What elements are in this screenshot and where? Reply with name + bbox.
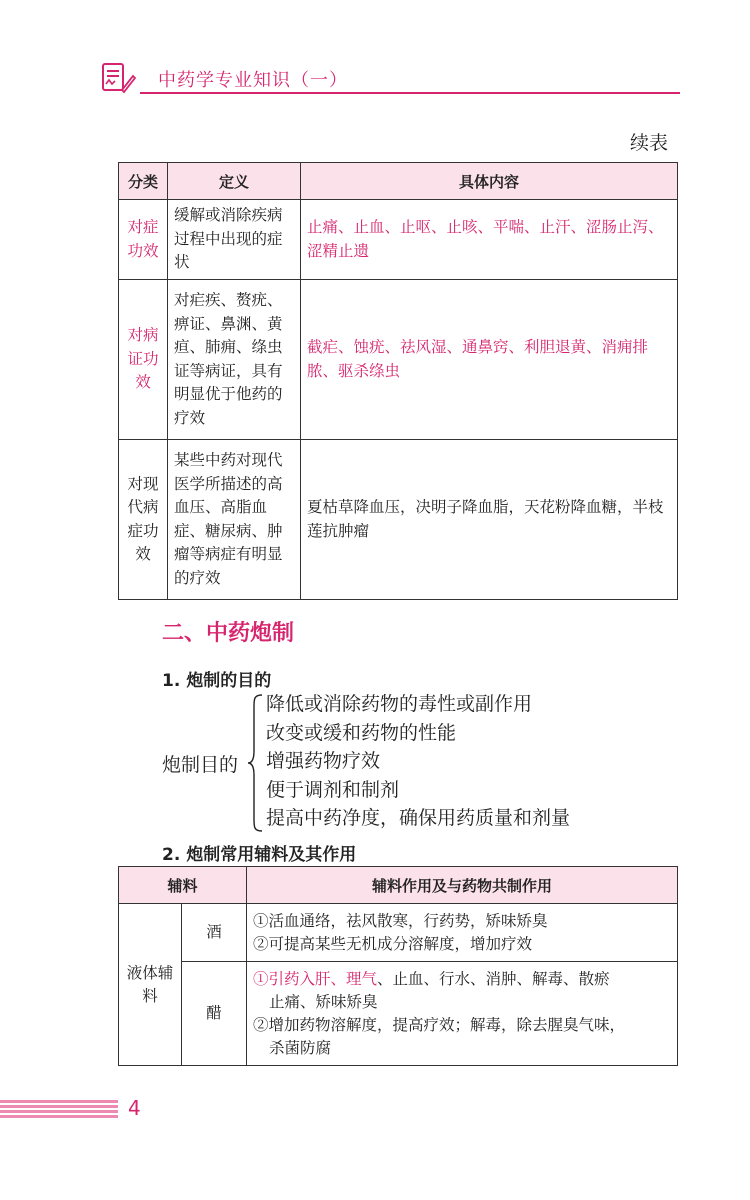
row-definition: 某些中药对现代医学所描述的高血压、高脂血症、糖尿病、肿瘤等病症有明显的疗效: [168, 440, 301, 600]
table-row: [119, 280, 678, 440]
table-row: [119, 962, 678, 1066]
header-title: 中药学专业知识（一）: [158, 70, 348, 91]
header-rule: [140, 92, 680, 94]
row-category: 对现代病症功效: [119, 440, 168, 600]
subheading-adjuvants: 2. 炮制常用辅料及其作用: [162, 845, 357, 865]
row-definition: 缓解或消除疾病过程中出现的症状: [168, 200, 301, 280]
row-category: 对症功效: [119, 200, 168, 280]
row-definition: 对疟疾、赘疣、痹证、鼻渊、黄疸、肺痈、绦虫证等病证，具有明显优于他药的疗效: [168, 280, 301, 440]
list-item: 增强药物疗效: [266, 750, 381, 772]
brace-icon: [246, 693, 264, 833]
row-content: 夏枯草降血压，决明子降血脂，天花粉降血糖，半枝莲抗肿瘤: [301, 440, 678, 600]
col-header-adjuvant: 辅料: [119, 867, 247, 904]
adjuvant-table: [118, 866, 678, 1066]
page-header: [100, 60, 680, 100]
subheading-purpose: 1. 炮制的目的: [162, 671, 272, 691]
section-title: 二、中药炮制: [162, 621, 295, 646]
list-item: 改变或缓和药物的性能: [266, 721, 457, 744]
adjuvant-effect: ①活血通络，祛风散寒，行药势，矫味矫臭 ②可提高某些无机成分溶解度，增加疗效: [247, 904, 678, 962]
col-header-definition: 定义: [168, 163, 301, 200]
list-item: 提高中药净度，确保用药质量和剂量: [266, 807, 571, 829]
continued-label: 续表: [629, 132, 668, 154]
col-header-effect: 辅料作用及与药物共制作用: [247, 867, 678, 904]
table-row: [119, 200, 678, 280]
list-item: 降低或消除药物的毒性或副作用: [266, 693, 533, 715]
adjuvant-effect: ①引药入肝、理气、止血、行水、消肿、解毒、散瘀 止痛、矫味矫臭 ②增加药物溶解度，提高疗效；解毒，除去腥臭气味， 杀菌防腐: [247, 962, 678, 1066]
adjuvant-name: 酒: [182, 904, 247, 962]
row-content: 止痛、止血、止呕、止咳、平喘、止汗、涩肠止泻、涩精止遗: [301, 200, 678, 280]
row-content: 截疟、蚀疣、祛风湿、通鼻窍、利胆退黄、消痈排脓、驱杀绦虫: [301, 280, 678, 440]
footer-decoration: [0, 1100, 118, 1120]
col-header-category: 分类: [119, 163, 168, 200]
table-row: [119, 904, 678, 962]
purpose-label: 炮制目的: [162, 754, 239, 776]
list-item: 便于调剂和制剂: [266, 778, 400, 801]
purpose-list: [266, 690, 570, 833]
page-number: 4: [128, 1096, 141, 1120]
adjuvant-name: 醋: [182, 962, 247, 1066]
group-label: 液体辅料: [119, 904, 182, 1066]
row-category: 对病证功效: [119, 280, 168, 440]
table-row: [119, 440, 678, 600]
notebook-pen-icon: [100, 60, 136, 96]
col-header-content: 具体内容: [301, 163, 678, 200]
efficacy-table: [118, 162, 678, 600]
